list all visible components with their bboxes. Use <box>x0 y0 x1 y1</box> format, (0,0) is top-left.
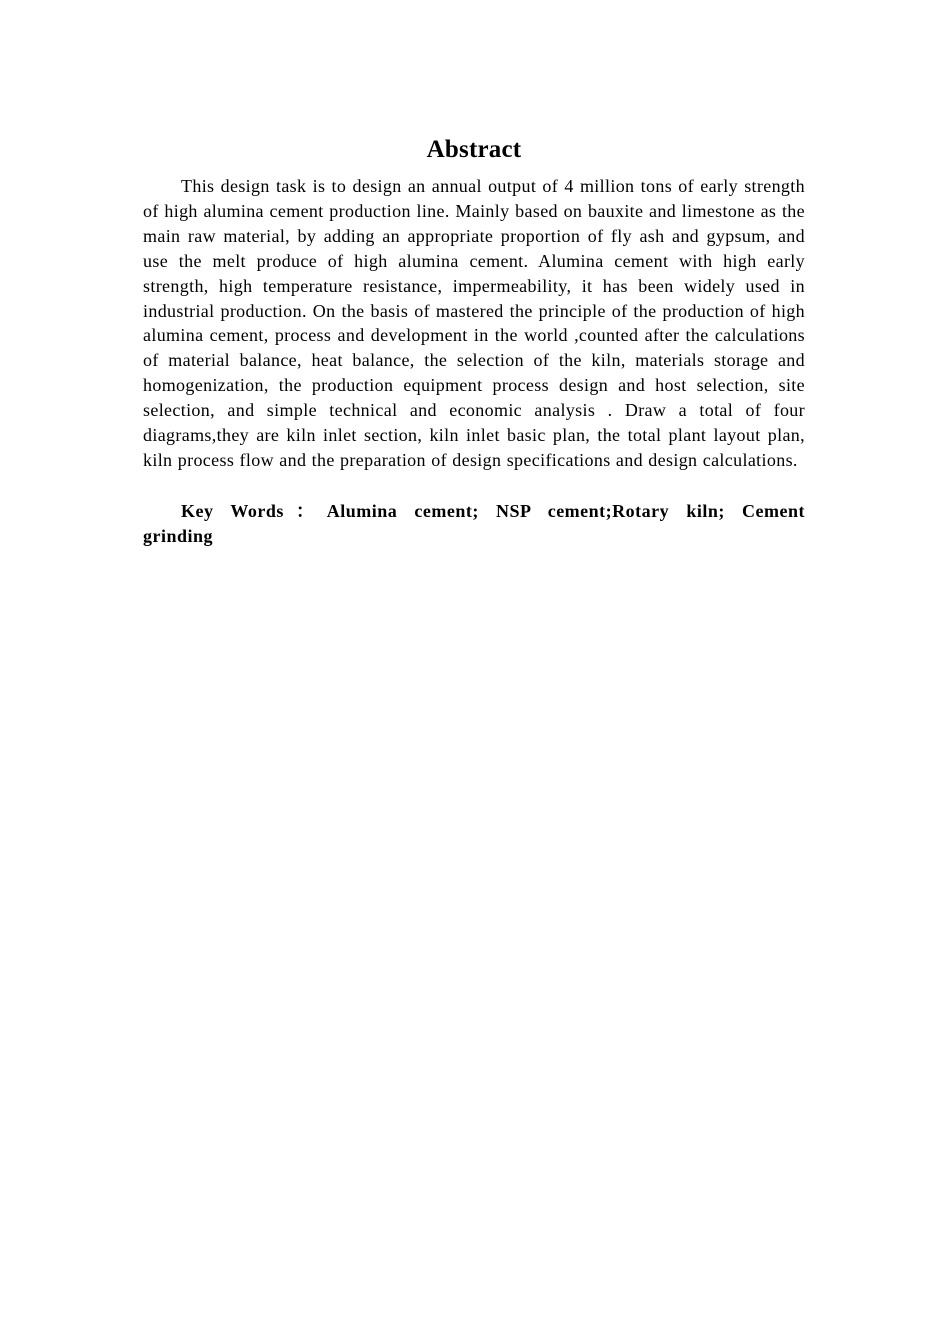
keywords-line <box>143 499 805 549</box>
keywords-value: Alumina cement; NSP cement;Rotary kiln; Cement grinding <box>143 500 805 546</box>
abstract-section <box>143 132 805 549</box>
abstract-body: This design task is to design an annual output of 4 million tons of early strength of high alumina cement production line. Mainly based on bauxite and limestone as the main raw material, by adding an appropriate proportion of fly ash and gypsum, and use the melt produce of high alumina cement. Alumina cement with high early strength, high temperature resistance, impermeability, it has been widely used in industrial production. On the basis of mastered the principle of the production of high alumina cement, process and development in the world ,counted after the calculations of material balance, heat balance, the selection of the kiln, materials storage and homogenization, the production equipment process design and host selection, site selection, and simple technical and economic analysis . Draw a total of four diagrams,they are kiln inlet section, kiln inlet basic plan, the total plant layout plan, kiln process flow and the preparation of design specifications and design calculations. <box>143 176 805 470</box>
keywords-separator: ： <box>287 500 323 521</box>
abstract-title: Abstract <box>426 136 522 163</box>
keywords-label: Key Words <box>181 500 284 521</box>
